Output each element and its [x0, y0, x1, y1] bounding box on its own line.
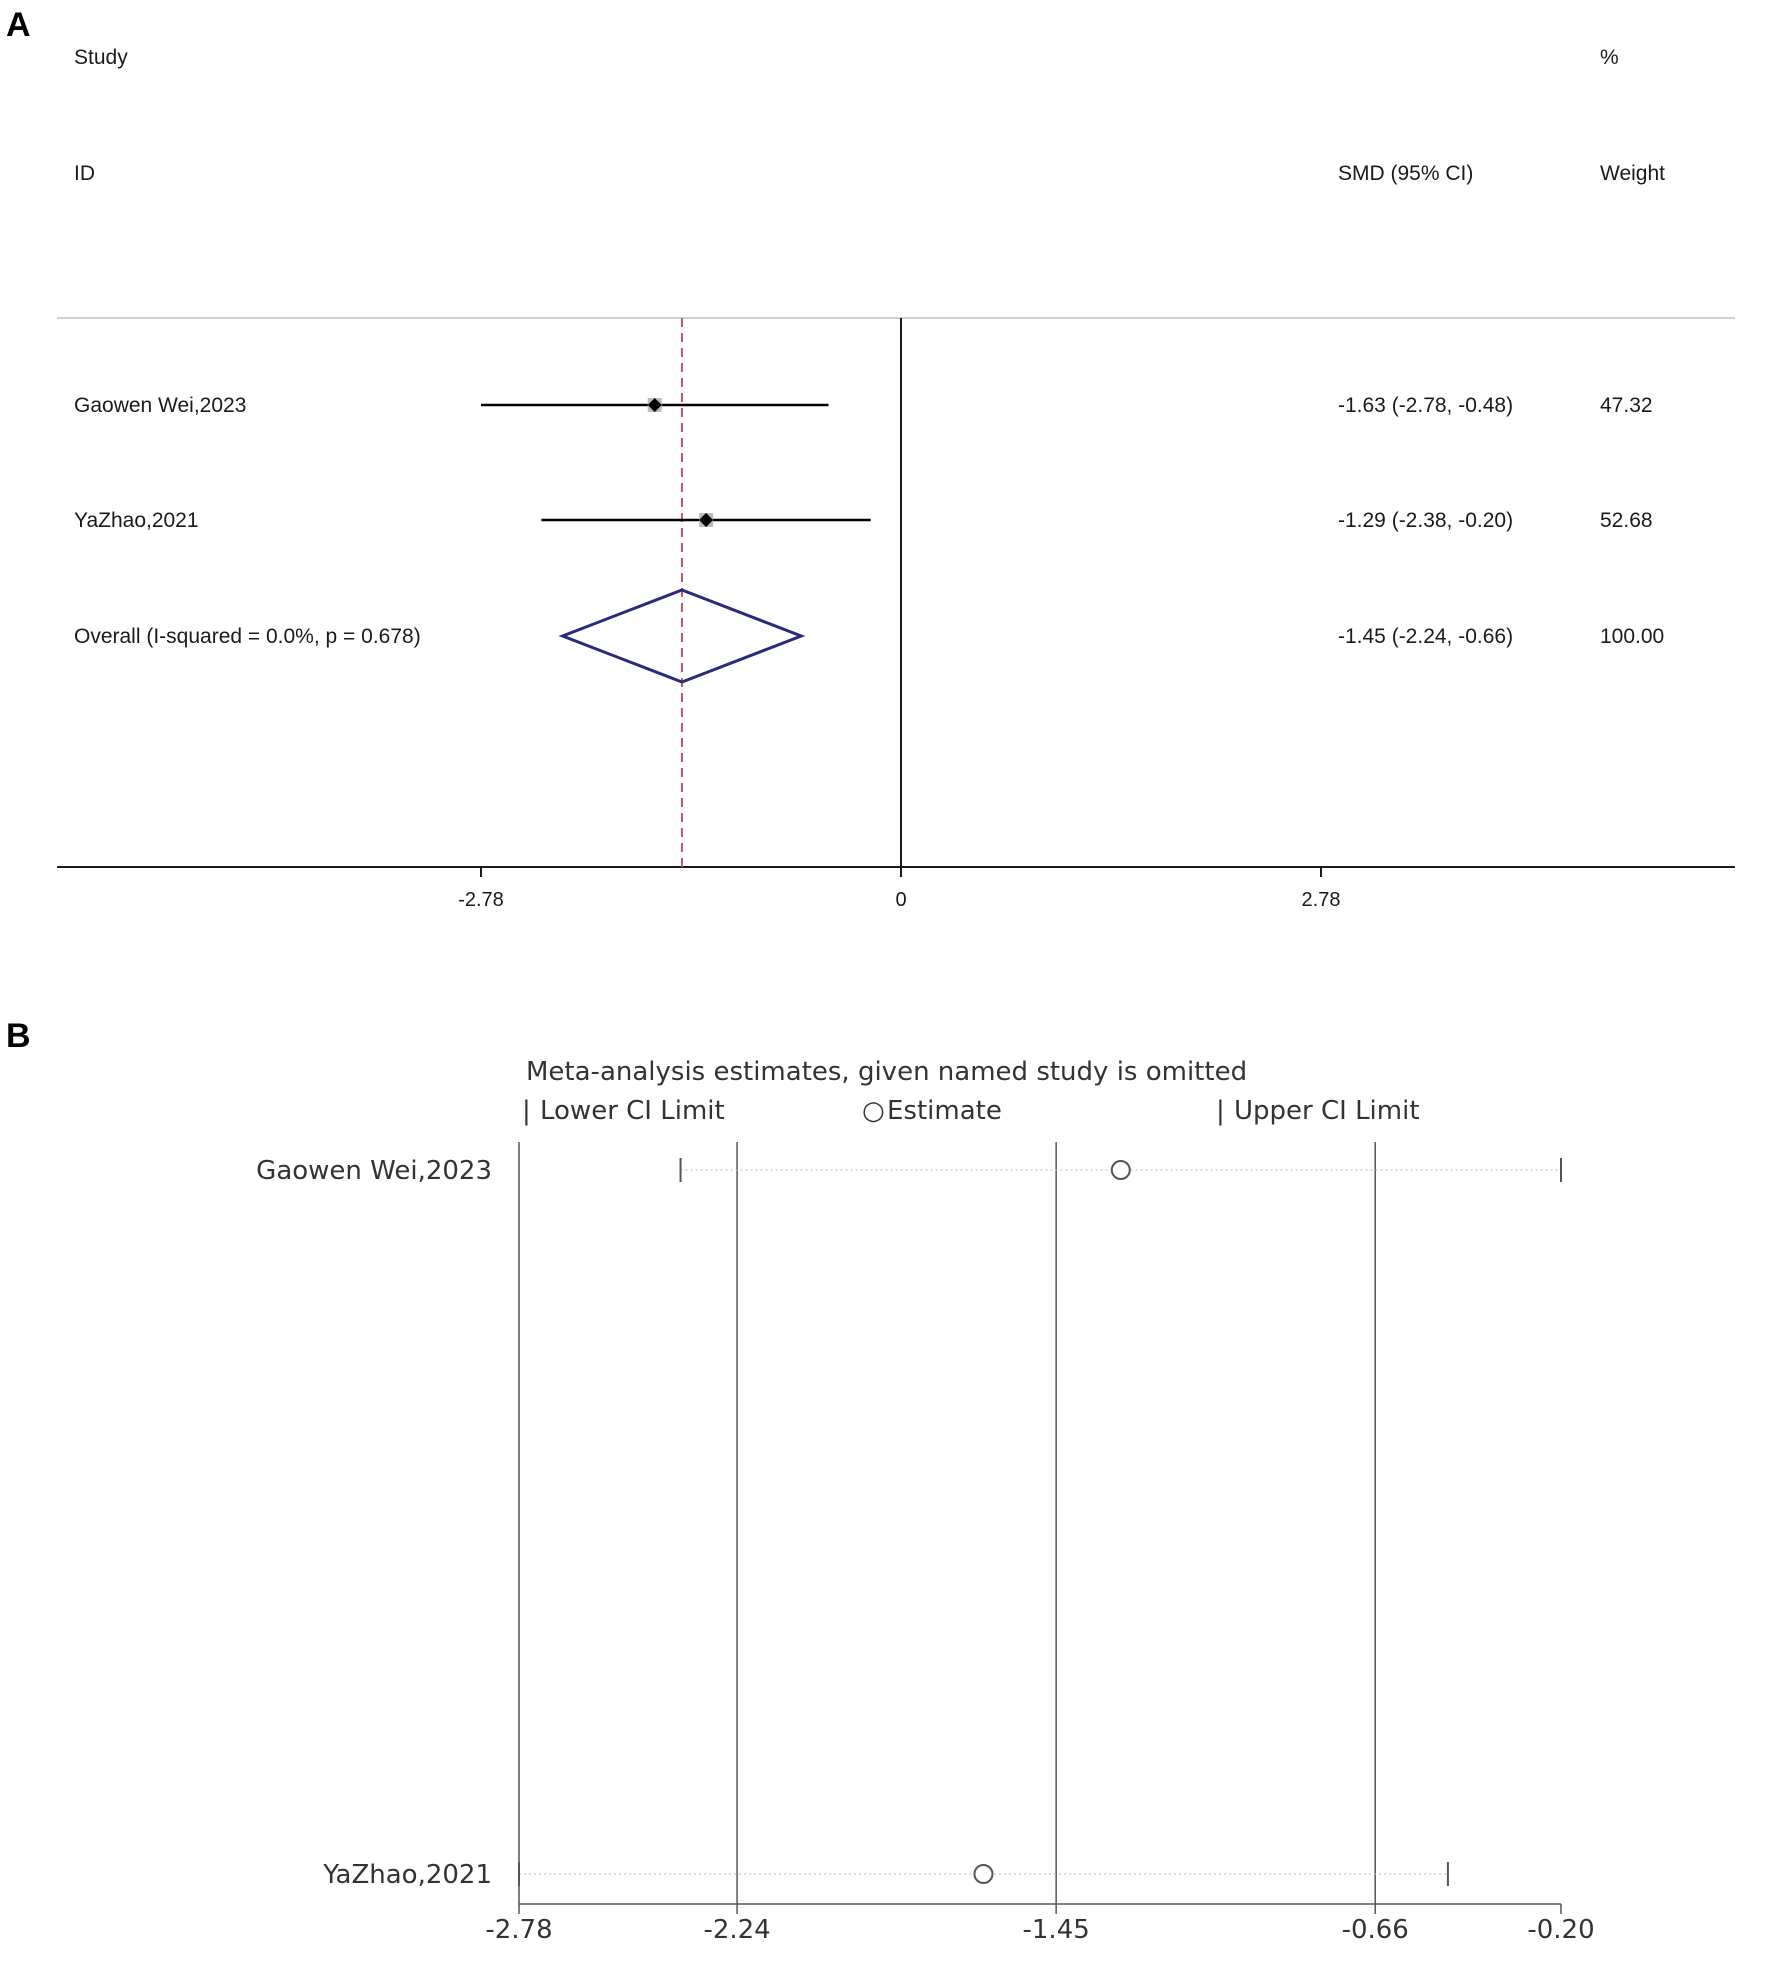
panel-b-letter: B	[6, 1017, 31, 1055]
x-tick-label: -2.78	[485, 1915, 553, 1945]
study-name: YaZhao,2021	[74, 509, 199, 532]
study-weight: 52.68	[1600, 509, 1653, 532]
sensitivity-title: Meta-analysis estimates, given named study is omitted	[526, 1057, 1248, 1087]
header-id: ID	[74, 162, 95, 185]
legend-upper-symbol: |	[1216, 1096, 1225, 1126]
x-tick-label: -1.45	[1022, 1915, 1090, 1945]
overall-ci-text: -1.45 (-2.24, -0.66)	[1338, 625, 1514, 648]
legend	[522, 1096, 1420, 1126]
study-name: Gaowen Wei,2023	[74, 394, 247, 417]
header-weight: Weight	[1600, 162, 1665, 185]
x-tick-label: 0	[895, 889, 907, 911]
x-tick-label: -2.78	[458, 889, 504, 911]
omitted-study-name: YaZhao,2021	[323, 1860, 492, 1890]
legend-estimate-label: Estimate	[887, 1096, 1002, 1126]
legend-lower-label: Lower CI Limit	[540, 1096, 725, 1126]
x-tick-label: -0.20	[1527, 1915, 1595, 1945]
estimate-marker	[1112, 1161, 1130, 1179]
legend-estimate-symbol: ○	[862, 1096, 885, 1126]
x-tick-label: -2.24	[703, 1915, 771, 1945]
header-effect: SMD (95% CI)	[1338, 162, 1474, 185]
legend-lower-symbol: |	[522, 1096, 531, 1126]
study-ci-text: -1.29 (-2.38, -0.20)	[1338, 509, 1514, 532]
x-tick-label: -0.66	[1341, 1915, 1409, 1945]
x-tick-label: 2.78	[1301, 889, 1341, 911]
legend-upper-label: Upper CI Limit	[1234, 1096, 1420, 1126]
study-weight: 47.32	[1600, 394, 1653, 417]
overall-label: Overall (I-squared = 0.0%, p = 0.678)	[74, 625, 421, 648]
overall-weight: 100.00	[1600, 625, 1665, 648]
header-study: Study	[74, 46, 128, 69]
estimate-marker	[974, 1865, 992, 1883]
panel-a-letter: A	[6, 6, 31, 44]
header-weight-percent: %	[1600, 46, 1619, 69]
study-ci-text: -1.63 (-2.78, -0.48)	[1338, 394, 1514, 417]
omitted-study-name: Gaowen Wei,2023	[256, 1156, 492, 1186]
